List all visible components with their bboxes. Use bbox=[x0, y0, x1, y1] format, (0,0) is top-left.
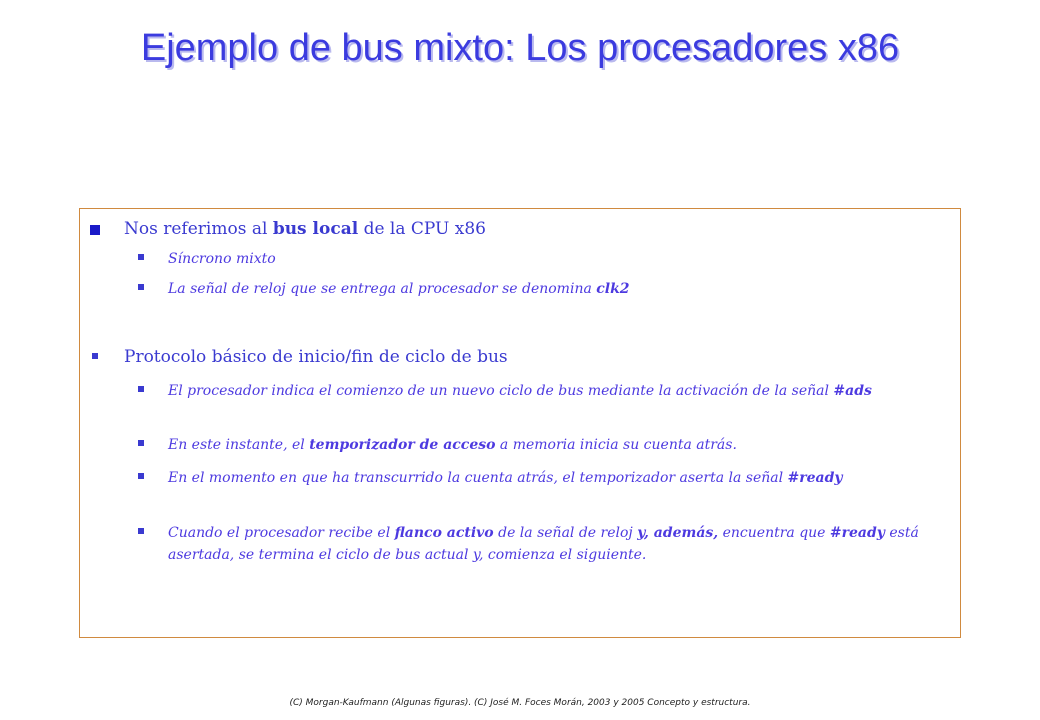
sub-bullet-text: El procesador indica el comienzo de un nuevo ciclo de bus mediante la activación de la señal bbox=[168, 383, 834, 399]
sub-bullet-text: Síncrono mixto bbox=[168, 251, 276, 267]
bullet-text: Nos referimos al bbox=[124, 219, 273, 239]
sub-bullet-text: encuentra que bbox=[718, 525, 830, 541]
sub-bullet-ready bbox=[168, 467, 954, 489]
square-bullet-icon bbox=[90, 217, 100, 241]
sub-bullet-text-bold: temporizador de acceso bbox=[309, 437, 496, 453]
sub-bullet-text-bold: #ready bbox=[787, 470, 843, 486]
small-square-bullet-icon bbox=[138, 380, 144, 402]
small-square-bullet-icon bbox=[138, 467, 144, 489]
sub-bullet-sincrono bbox=[168, 248, 954, 270]
sub-bullet-clk2 bbox=[168, 278, 954, 300]
sub-bullet-text-bold: y, además, bbox=[637, 525, 719, 541]
sub-bullet-text: Cuando el procesador recibe el bbox=[168, 525, 395, 541]
small-square-bullet-icon bbox=[138, 278, 144, 300]
sub-bullet-temporizador bbox=[168, 434, 954, 456]
sub-bullet-text: La señal de reloj que se entrega al procesador se denomina bbox=[168, 281, 597, 297]
bullet-text: Protocolo básico de inicio/fin de ciclo de bus bbox=[124, 347, 508, 367]
small-square-bullet-icon bbox=[138, 434, 144, 456]
small-square-bullet-icon bbox=[138, 522, 144, 544]
sub-bullet-text-bold: flanco activo bbox=[394, 525, 494, 541]
footer-copyright: (C) Morgan-Kaufmann (Algunas figuras). (C) José M. Foces Morán, 2003 y 2005 Concepto y estructura. bbox=[289, 698, 751, 708]
sub-bullet-text-bold: #ads bbox=[833, 383, 872, 399]
small-square-bullet-icon bbox=[138, 248, 144, 270]
sub-bullet-text: de la señal de reloj bbox=[493, 525, 638, 541]
sub-bullet-text-bold: #ready bbox=[829, 525, 885, 541]
bullet-bus-local bbox=[124, 217, 944, 241]
sub-bullet-text: En el momento en que ha transcurrido la cuenta atrás, el temporizador aserta la señal bbox=[168, 470, 788, 486]
bullet-text-bold: bus local bbox=[272, 219, 359, 239]
bullet-text: de la CPU x86 bbox=[358, 219, 486, 239]
small-square-bullet-icon bbox=[92, 345, 98, 369]
sub-bullet-ads bbox=[168, 380, 954, 402]
sub-bullet-text: está asertada, se termina el ciclo de bus actual y, comienza el siguiente. bbox=[168, 525, 919, 563]
sub-bullet-text: En este instante, el bbox=[168, 437, 310, 453]
sub-bullet-text: a memoria inicia su cuenta atrás. bbox=[495, 437, 737, 453]
sub-bullet-text-bold: clk2 bbox=[596, 281, 630, 297]
content-box bbox=[79, 208, 961, 638]
sub-bullet-flanco bbox=[168, 522, 954, 566]
bullet-protocolo bbox=[124, 345, 944, 369]
slide-title: Ejemplo de bus mixto: Los procesadores x86 bbox=[140, 27, 900, 69]
